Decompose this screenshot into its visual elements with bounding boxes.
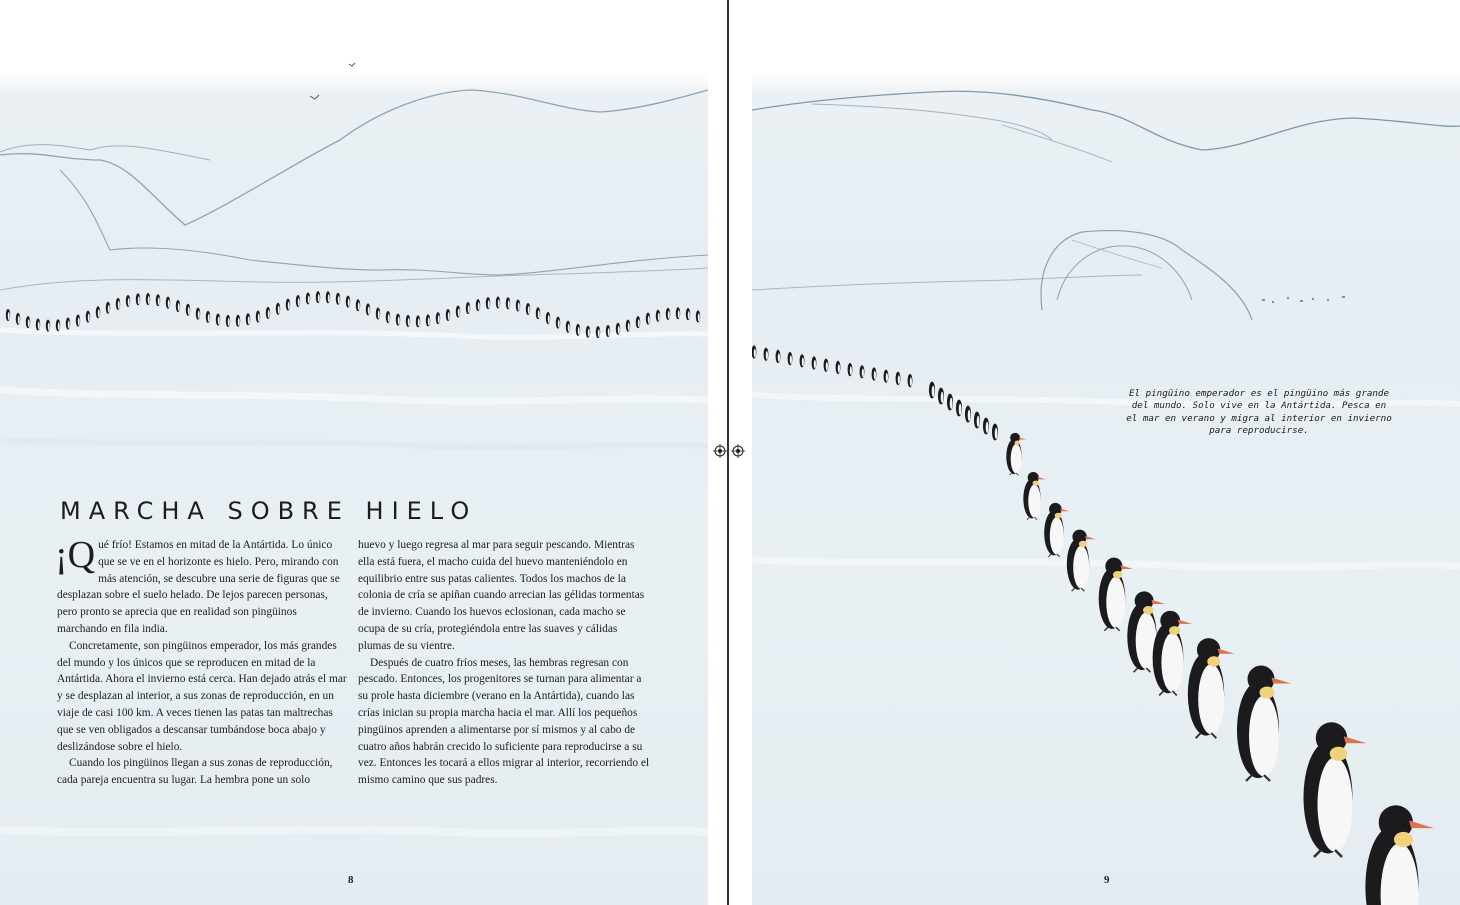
text-column-left — [55, 534, 349, 789]
page-title: MARCHA SOBRE HIELO — [60, 497, 478, 526]
drop-cap: ¡Q — [55, 534, 96, 576]
penguin-procession — [1006, 433, 1434, 905]
penguin-line — [752, 345, 998, 440]
paragraph — [55, 534, 349, 638]
penguin-icon — [1365, 805, 1433, 905]
page-number: 9 — [1104, 874, 1110, 886]
right-landscape-illustration — [752, 0, 1460, 905]
penguin-icon — [1153, 611, 1193, 696]
page-number: 8 — [348, 874, 354, 886]
book-spine — [727, 0, 729, 905]
paragraph: Concretamente, son pingüinos emperador, los más grandes del mundo y los únicos que se reproducen en mitad de la Antártida. Ahora el invierno está cerca. Han dejado atrás el mar y se desplazan al interior, a sus zonas de reproducción, en un viaje de casi 100 km. A veces tienen las patas tan maltrechas que se ven obligados a descansar tumbándose boca abajo y deslizándose sobre el hielo. — [57, 639, 347, 753]
registration-mark-icon — [713, 444, 727, 458]
paragraph: Después de cuatro fríos meses, las hembras regresan con pescado. Entonces, los progenitores se turnan para alimentar a su prole hasta diciembre (verano en la Antártida), cuando las crías inician su propia marcha hacia el mar. Allí los pequeños pingüinos aprenden a alimentarse por sí mismos y al cabo de cuatro años habrán crecido lo suficiente para reproducirse a su vez. Entonces les tocará a ellos migrar al interior, recorriendo el mismo camino que sus padres. — [358, 656, 650, 787]
illustration-caption: El pingüino emperador es el pingüino más grande del mundo. Solo vive en la Antártida. Pesca en el mar en verano y migra al interior en invierno para reproducirse. — [1126, 388, 1392, 437]
penguin-icon — [1044, 503, 1069, 557]
penguin-icon — [1006, 433, 1026, 475]
paragraph: Cuando los pingüinos llegan a sus zonas de reproducción, cada pareja encuentra su lugar. La hembra pone un solo — [57, 757, 333, 787]
penguin-icon — [1099, 558, 1133, 631]
registration-mark-icon — [731, 444, 745, 458]
paragraph: huevo y luego regresa al mar para seguir pescando. Mientras ella está fuera, el macho cuida del huevo manteniéndolo en equilibrio entre sus patas calientes. Todos los machos de la colonia de cría se apiñan cuando arrecian las gélidas tormentas de invierno. Cuando los huevos eclosionan, cada macho se ocupa de su cría, protegiéndola entre las suaves y cálidas plumas de su vientre. — [358, 539, 645, 652]
paragraph-text: ué frío! Estamos en mitad de la Antártida. Lo único que se ve en el horizonte es hielo. Pero, mirando con más atención, se descubre una serie de figuras que se desplazan sobre el suelo helado. De lejos parecen personas, pero pronto se aprecia que en realidad son pingüinos marchando en fila india. — [57, 539, 340, 635]
penguin-icon — [1237, 666, 1291, 782]
penguin-icon — [1188, 638, 1235, 738]
penguin-icon — [1023, 472, 1045, 520]
right-page — [752, 0, 1460, 905]
text-column-right — [358, 537, 650, 789]
left-page — [0, 0, 708, 905]
penguin-icon — [1304, 722, 1367, 857]
